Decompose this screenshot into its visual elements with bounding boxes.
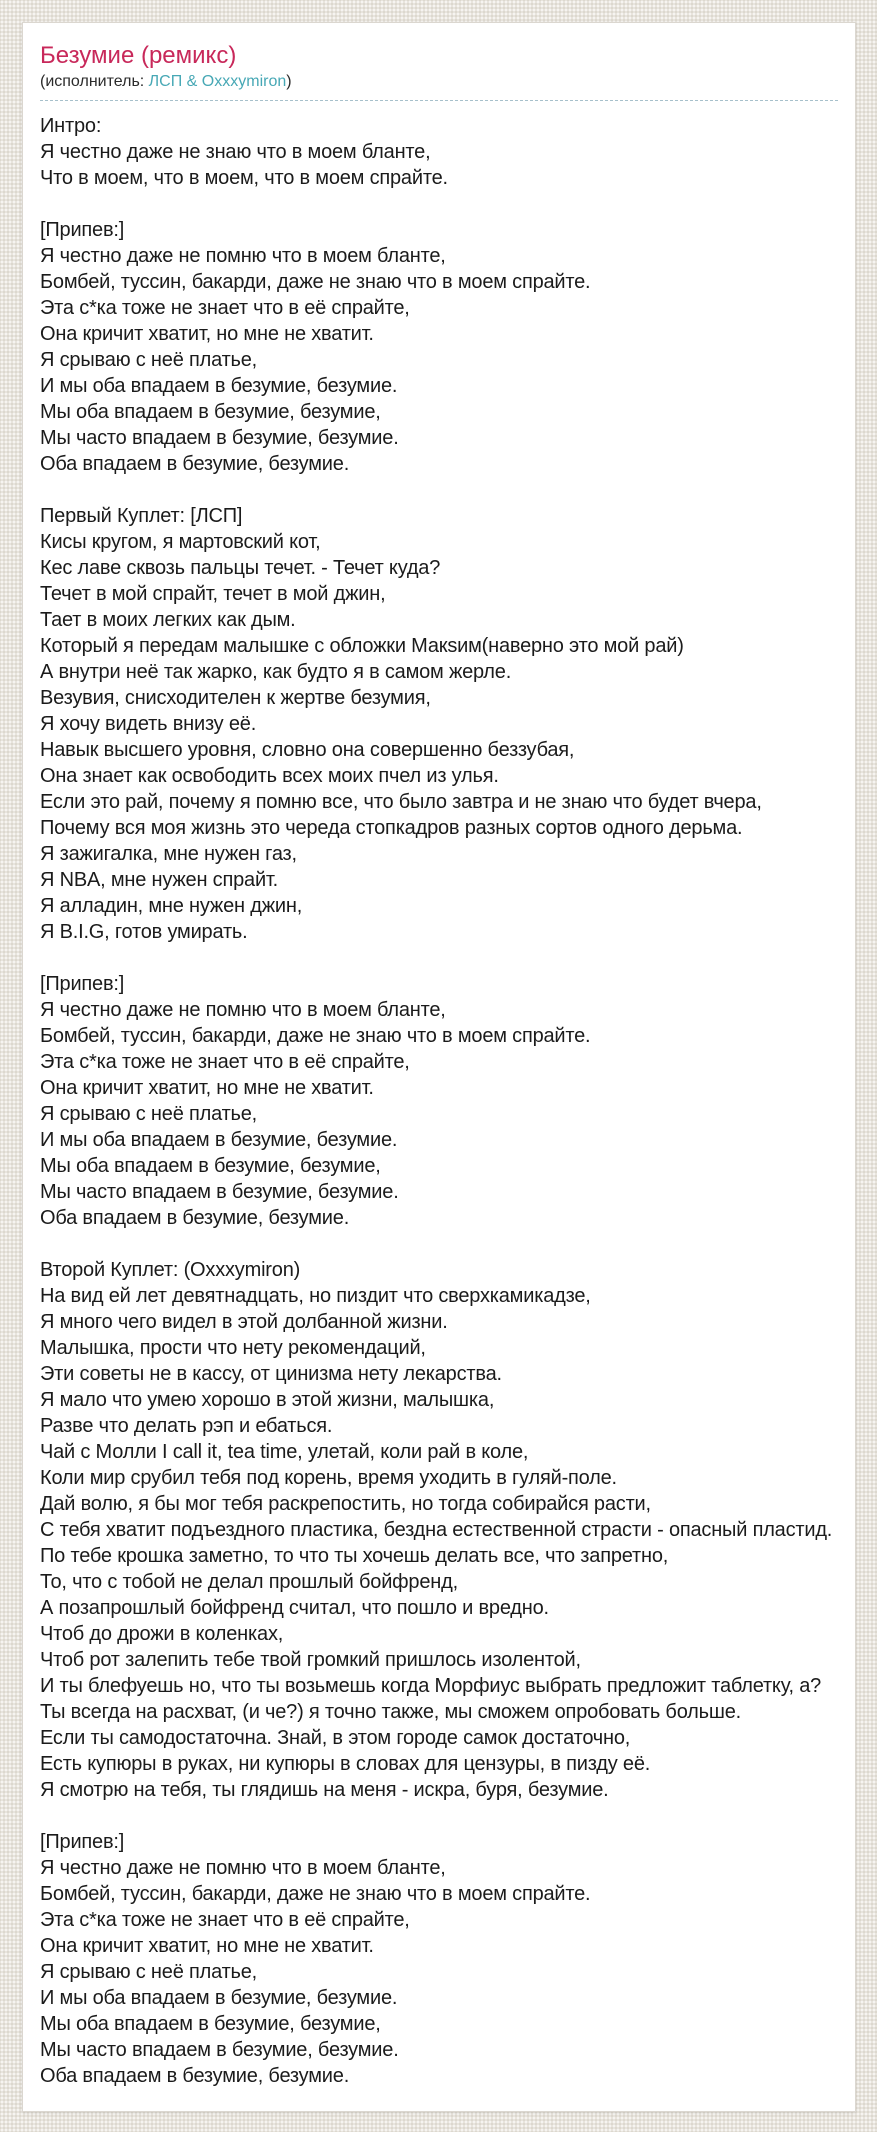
lyric-line: Бомбей, туссин, бакарди, даже не знаю что в моем спрайте.: [40, 270, 591, 293]
lyric-line: Интро:: [40, 114, 102, 137]
lyric-line: Навык высшего уровня, словно она совершенно беззубая,: [40, 738, 575, 761]
lyric-line: Если ты самодостаточна. Знай, в этом городе самок достаточно,: [40, 1726, 631, 1749]
lyric-line: Я честно даже не помню что в моем бланте,: [40, 244, 446, 267]
lyric-line: Первый Куплет: [ЛСП]: [40, 504, 243, 527]
lyric-line: Эта с*ка тоже не знает что в её спрайте,: [40, 1908, 410, 1931]
lyric-line: Я срываю с неё платье,: [40, 1960, 258, 1983]
artist-label-suffix: ): [286, 72, 292, 90]
lyric-line: Я хочу видеть внизу её.: [40, 712, 257, 735]
lyrics-card: [22, 22, 856, 2112]
lyric-line: Я мало что умею хорошо в этой жизни, малышка,: [40, 1388, 495, 1411]
lyric-line: Кисы кругом, я мартовский кот,: [40, 530, 321, 553]
lyric-line: По тебе крошка заметно, то что ты хочешь делать все, что запретно,: [40, 1544, 669, 1567]
lyric-line: Малышка, прости что нету рекомендаций,: [40, 1336, 426, 1359]
lyric-line: И мы оба впадаем в безумие, безумие.: [40, 374, 398, 397]
lyric-line: Тает в моих легких как дым.: [40, 608, 296, 631]
lyric-line: Я честно даже не знаю что в моем бланте,: [40, 140, 431, 163]
lyric-line: Эта с*ка тоже не знает что в её спрайте,: [40, 1050, 410, 1073]
lyric-line: Я смотрю на тебя, ты глядишь на меня - искра, буря, безумие.: [40, 1778, 609, 1801]
lyric-line: Мы оба впадаем в безумие, безумие,: [40, 2012, 381, 2035]
lyric-line: С тебя хватит подъездного пластика, бездна естественной страсти - опасный пластид.: [40, 1518, 833, 1541]
lyric-line: Оба впадаем в безумие, безумие.: [40, 452, 350, 475]
lyric-line: Есть купюры в руках, ни купюры в словах для цензуры, в пизду её.: [40, 1752, 651, 1775]
lyric-line: Она кричит хватит, но мне не хватит.: [40, 1934, 374, 1957]
lyric-line: Она кричит хватит, но мне не хватит.: [40, 1076, 374, 1099]
lyric-line: Который я передам малышке с обложки Макsим(наверно это мой рай): [40, 634, 684, 657]
lyric-line: Я B.I.G, готов умирать.: [40, 920, 248, 943]
lyric-line: На вид ей лет девятнадцать, но пиздит что сверхкамикадзе,: [40, 1284, 591, 1307]
lyric-line: Почему вся моя жизнь это череда стопкадров разных сортов одного дерьма.: [40, 816, 743, 839]
lyric-blank-line: [40, 945, 838, 971]
lyric-line: Везувия, снисходителен к жертве безумия,: [40, 686, 431, 709]
lyric-line: Эта с*ка тоже не знает что в её спрайте,: [40, 296, 410, 319]
lyric-line: Мы оба впадаем в безумие, безумие,: [40, 1154, 381, 1177]
lyric-line: Коли мир срубил тебя под корень, время уходить в гуляй-поле.: [40, 1466, 617, 1489]
lyric-line: Второй Куплет: (Oxxxymiron): [40, 1258, 301, 1281]
lyric-line: Разве что делать рэп и ебаться.: [40, 1414, 333, 1437]
lyric-line: Она знает как освободить всех моих пчел из улья.: [40, 764, 499, 787]
lyrics-text: [40, 113, 838, 2089]
lyric-line: А внутри неё так жарко, как будто я в самом жерле.: [40, 660, 512, 683]
lyric-blank-line: [40, 191, 838, 217]
artist-line: [40, 73, 838, 91]
lyric-line: Бомбей, туссин, бакарди, даже не знаю что в моем спрайте.: [40, 1024, 591, 1047]
lyric-line: Оба впадаем в безумие, безумие.: [40, 2064, 350, 2087]
song-title: Безумие (ремикс): [40, 42, 237, 69]
lyric-line: Мы часто впадаем в безумие, безумие.: [40, 2038, 399, 2061]
lyric-line: И ты блефуешь но, что ты возьмешь когда Морфиус выбрать предложит таблетку, а?: [40, 1674, 822, 1697]
lyric-blank-line: [40, 1231, 838, 1257]
lyric-line: Чтоб до дрожи в коленках,: [40, 1622, 284, 1645]
lyric-line: Мы оба впадаем в безумие, безумие,: [40, 400, 381, 423]
lyric-line: Оба впадаем в безумие, безумие.: [40, 1206, 350, 1229]
lyric-line: Я срываю с неё платье,: [40, 1102, 258, 1125]
lyric-line: Я срываю с неё платье,: [40, 348, 258, 371]
lyric-line: Она кричит хватит, но мне не хватит.: [40, 322, 374, 345]
lyric-line: То, что с тобой не делал прошлый бойфренд,: [40, 1570, 458, 1593]
lyric-line: Чтоб рот залепить тебе твой громкий пришлось изолентой,: [40, 1648, 581, 1671]
lyric-line: Мы часто впадаем в безумие, безумие.: [40, 426, 399, 449]
lyric-line: Я NBA, мне нужен спрайт.: [40, 868, 279, 891]
lyric-line: Мы часто впадаем в безумие, безумие.: [40, 1180, 399, 1203]
lyric-line: Я много чего видел в этой долбанной жизни.: [40, 1310, 448, 1333]
lyric-line: Дай волю, я бы мог тебя раскрепостить, но тогда собирайся расти,: [40, 1492, 651, 1515]
lyric-line: [Припев:]: [40, 1830, 125, 1853]
lyric-line: Что в моем, что в моем, что в моем спрайте.: [40, 166, 448, 189]
lyric-blank-line: [40, 477, 838, 503]
lyric-line: Я алладин, мне нужен джин,: [40, 894, 303, 917]
lyric-line: Кес лаве сквозь пальцы течет. - Течет куда?: [40, 556, 441, 579]
lyric-line: Бомбей, туссин, бакарди, даже не знаю что в моем спрайте.: [40, 1882, 591, 1905]
lyric-line: А позапрошлый бойфренд считал, что пошло и вредно.: [40, 1596, 549, 1619]
song-header: [40, 23, 838, 101]
lyric-line: [Припев:]: [40, 218, 125, 241]
lyric-line: Эти советы не в кассу, от цинизма нету лекарства.: [40, 1362, 502, 1385]
lyric-line: Я зажигалка, мне нужен газ,: [40, 842, 297, 865]
lyric-line: Ты всегда на расхват, (и че?) я точно также, мы сможем опробовать больше.: [40, 1700, 741, 1723]
artist-link[interactable]: ЛСП & Oxxxymiron: [148, 72, 287, 90]
artist-label-prefix: (исполнитель:: [40, 72, 149, 90]
lyric-line: Если это рай, почему я помню все, что было завтра и не знаю что будет вчера,: [40, 790, 762, 813]
lyric-line: Я честно даже не помню что в моем бланте,: [40, 998, 446, 1021]
lyric-blank-line: [40, 1803, 838, 1829]
lyric-line: И мы оба впадаем в безумие, безумие.: [40, 1128, 398, 1151]
lyric-line: И мы оба впадаем в безумие, безумие.: [40, 1986, 398, 2009]
lyric-line: [Припев:]: [40, 972, 125, 995]
lyric-line: Течет в мой спрайт, течет в мой джин,: [40, 582, 386, 605]
lyric-line: Чай с Молли I call it, tea time, улетай, коли рай в коле,: [40, 1440, 529, 1463]
lyric-line: Я честно даже не помню что в моем бланте,: [40, 1856, 446, 1879]
